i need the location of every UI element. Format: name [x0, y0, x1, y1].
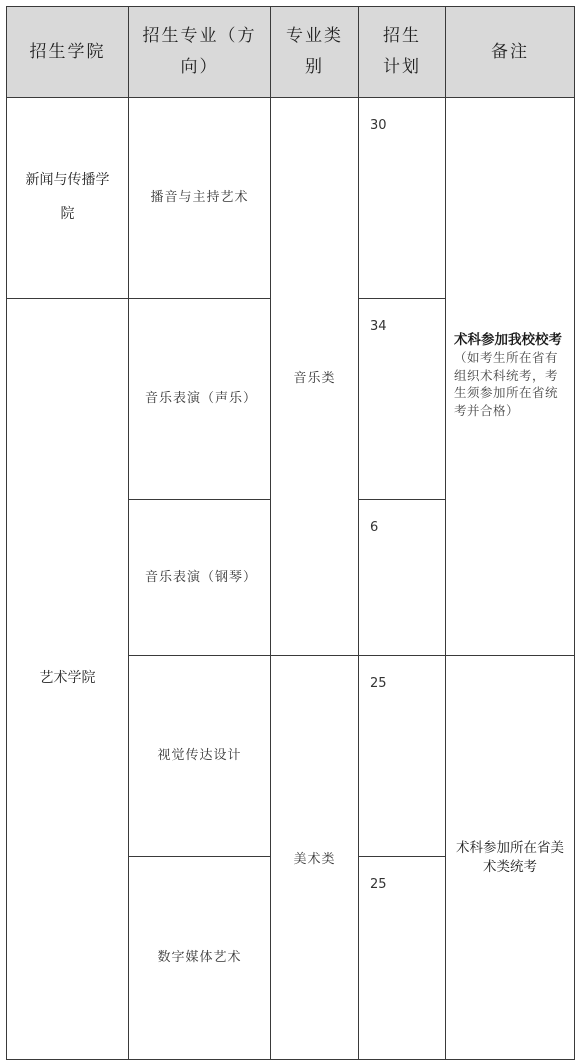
college-cell-journalism — [7, 98, 129, 299]
plan-cell: 30 — [359, 98, 446, 299]
plan-cell: 25 — [359, 656, 446, 857]
remarks-cell-music — [446, 98, 575, 656]
major-cell: 数字媒体艺术 — [129, 857, 271, 1060]
plan-cell: 25 — [359, 857, 446, 1060]
major-cell: 音乐表演（声乐） — [129, 299, 271, 500]
remarks-cell-art: 术科参加所在省美术类统考 — [446, 656, 575, 1060]
header-plan: 招生计划 — [359, 7, 446, 98]
header-category: 专业类别 — [271, 7, 359, 98]
table-row — [7, 98, 575, 299]
plan-cell: 34 — [359, 299, 446, 500]
remarks-music-strong: 术科参加我校校考 — [454, 331, 562, 348]
college-cell-art: 艺术学院 — [7, 299, 129, 1060]
table-header-row — [7, 7, 575, 98]
major-cell: 视觉传达设计 — [129, 656, 271, 857]
major-cell: 播音与主持艺术 — [129, 98, 271, 299]
enrollment-table-page — [6, 6, 574, 966]
major-cell: 音乐表演（钢琴） — [129, 500, 271, 656]
college-name: 新闻与传播学院 — [25, 172, 110, 222]
enrollment-plan-table — [6, 6, 575, 1060]
category-cell-art: 美术类 — [271, 656, 359, 1060]
remarks-music-detail: （如考生所在省有组织术科统考，考生须参加所在省统考并合格） — [454, 349, 559, 419]
plan-cell: 6 — [359, 500, 446, 656]
header-major: 招生专业（方向） — [129, 7, 271, 98]
category-cell-music: 音乐类 — [271, 98, 359, 656]
header-college: 招生学院 — [7, 7, 129, 98]
header-remarks: 备注 — [446, 7, 575, 98]
